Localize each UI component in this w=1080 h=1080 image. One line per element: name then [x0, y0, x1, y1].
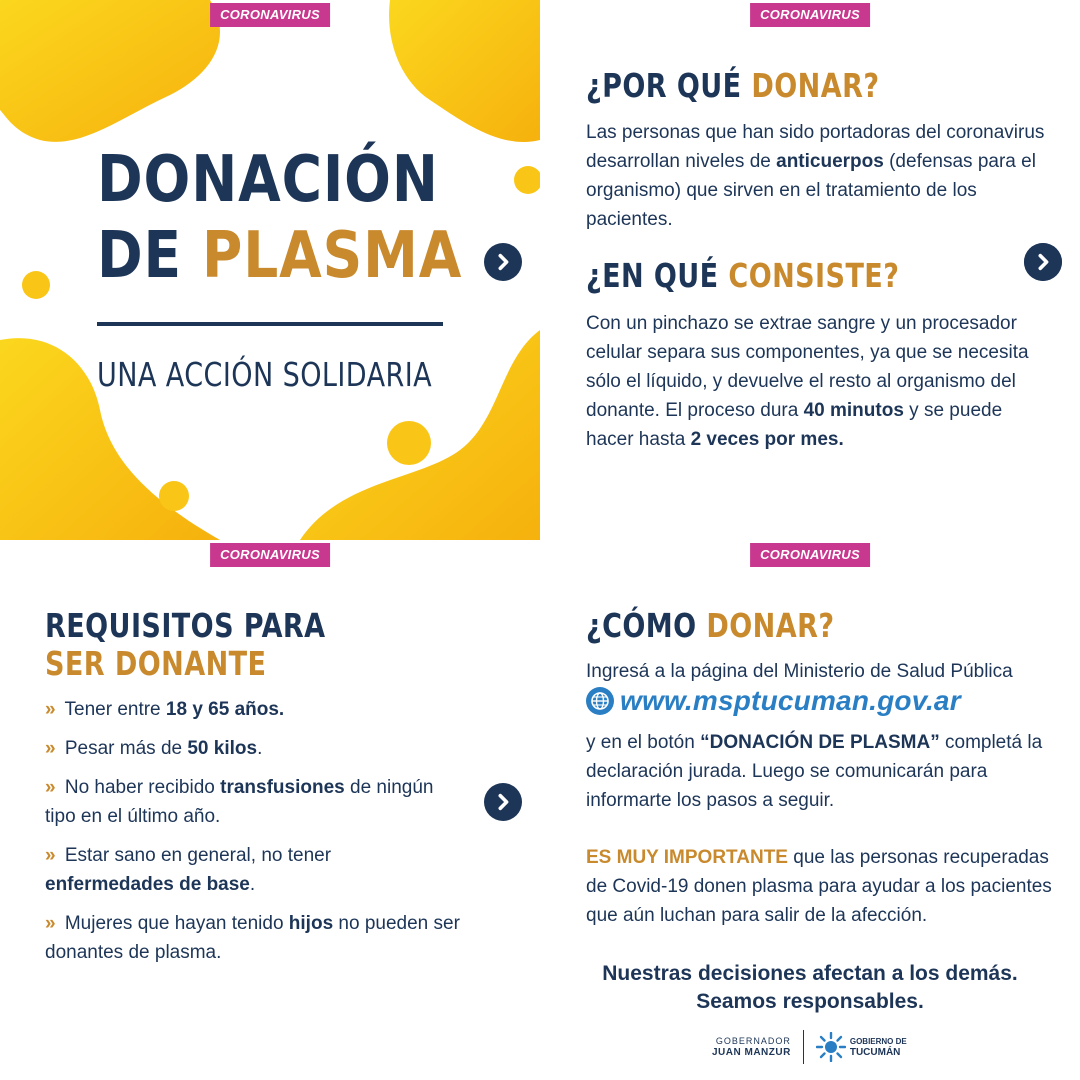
text-bold: 50 kilos	[187, 738, 258, 759]
sun-logo-icon	[816, 1032, 846, 1062]
coronavirus-tag: CORONAVIRUS	[210, 3, 330, 27]
paragraph-consiste	[586, 309, 1051, 454]
heading-requisitos-line-1: REQUISITOS PARA	[45, 606, 326, 645]
heading-prefix: ¿POR QUÉ	[586, 66, 752, 105]
heading-accent: DONAR?	[706, 606, 835, 645]
text-bold: 18 y 65 años.	[165, 699, 285, 720]
panel-donacion-plasma	[0, 0, 540, 540]
title-line-1: DONACIÓN	[97, 143, 439, 217]
coronavirus-tag: CORONAVIRUS	[210, 543, 330, 567]
text-segment: Estar sano en general, no tener	[59, 845, 332, 866]
bullet-icon: »	[45, 845, 56, 866]
intro-text: Ingresá a la página del Ministerio de Salud Pública	[586, 661, 1013, 682]
text-segment: Pesar más de	[59, 738, 188, 759]
paragraph-instructions	[586, 728, 1056, 815]
panel-por-que-donar	[540, 0, 1080, 540]
next-button-panel-2[interactable]	[1024, 243, 1062, 281]
text-bold: anticuerpos	[776, 151, 884, 172]
website-url[interactable]: www.msptucuman.gov.ar	[620, 685, 961, 716]
text-bold: hijos	[288, 913, 334, 934]
text-segment: Con un pinchazo se extrae sangre y un procesador celular separa sus componentes, ya que se necesita sólo el líquido, y devuelve el resto al organismo del donante. El proceso dura	[586, 313, 1029, 421]
list-item	[45, 841, 465, 899]
paragraph-importante	[586, 843, 1056, 930]
text-bold: 40 minutos	[803, 400, 904, 421]
footer-logos	[712, 1030, 907, 1064]
logo-text-small: GOBIERNO DE	[849, 1037, 907, 1046]
text-bold: 2 veces por mes.	[690, 429, 844, 450]
text-segment: y se puede hacer hasta	[586, 400, 1003, 450]
title-divider	[97, 322, 443, 326]
heading-como-donar	[586, 606, 834, 646]
chevron-right-icon	[1034, 253, 1052, 271]
bullet-icon: »	[45, 913, 56, 934]
heading-por-que-donar	[586, 66, 879, 106]
heading-en-que-consiste	[586, 256, 899, 296]
main-title	[97, 142, 463, 294]
text-segment: No haber recibido	[59, 777, 221, 798]
text-segment: Tener entre	[59, 699, 166, 720]
governor-signature	[712, 1036, 791, 1059]
divider	[803, 1030, 804, 1064]
heading-accent: CONSISTE?	[728, 256, 900, 295]
chevron-right-icon	[494, 793, 512, 811]
bullet-icon: »	[45, 777, 56, 798]
governor-label: GOBERNADOR	[715, 1035, 791, 1046]
slogan-line-1: Nuestras decisiones afectan a los demás.	[602, 962, 1018, 985]
logo-text-big: TUCUMÁN	[849, 1047, 901, 1058]
text-bold: transfusiones	[220, 777, 345, 798]
title-line-2-accent: PLASMA	[202, 219, 463, 293]
text-segment: completá la declaración jurada. Luego se comunicarán para informarte los pasos a seguir.	[586, 732, 1043, 811]
list-item	[45, 734, 465, 763]
text-bold: enfermedades de base	[45, 874, 250, 895]
text-segment: .	[257, 738, 263, 759]
heading-requisitos-line-2: SER DONANTE	[45, 644, 267, 683]
title-line-2-prefix: DE	[97, 219, 203, 293]
requirements-list	[45, 695, 465, 977]
slogan-line-2: Seamos responsables.	[696, 990, 924, 1013]
heading-prefix: ¿CÓMO	[586, 606, 707, 645]
subtitle: UNA ACCIÓN SOLIDARIA	[97, 355, 433, 394]
coronavirus-tag: CORONAVIRUS	[750, 3, 870, 27]
text-segment: que las personas recuperadas de Covid-19 donen plasma para ayudar a los pacientes que aún luchan para salir de la afección.	[586, 847, 1052, 926]
heading-accent: DONAR?	[751, 66, 880, 105]
bullet-icon: »	[45, 738, 56, 759]
list-item	[45, 695, 465, 724]
text-segment: .	[249, 874, 256, 895]
list-item	[45, 773, 465, 831]
website-link[interactable]	[586, 685, 961, 717]
text-segment: Mujeres que hayan tenido	[59, 913, 289, 934]
text-emphasis: ES MUY IMPORTANTE	[586, 847, 788, 868]
list-item	[45, 909, 465, 967]
chevron-right-icon	[494, 253, 512, 271]
paragraph-por-que	[586, 118, 1046, 234]
gobierno-tucuman-logo	[816, 1032, 907, 1062]
slogan	[560, 960, 1060, 1016]
text-segment: y en el botón	[586, 732, 701, 753]
next-button[interactable]	[484, 783, 522, 821]
heading-prefix: ¿EN QUÉ	[586, 256, 729, 295]
logo-text	[850, 1036, 907, 1058]
next-button[interactable]	[484, 243, 522, 281]
governor-name: JUAN MANZUR	[712, 1046, 791, 1058]
text-segment: Las personas que han sido portadoras del coronavirus desarrollan niveles de	[586, 122, 1045, 172]
text-segment: no pueden ser donantes de plasma.	[45, 913, 460, 963]
globe-icon	[586, 687, 614, 715]
coronavirus-tag: CORONAVIRUS	[750, 543, 870, 567]
text-segment: (defensas para el organismo) que sirven en el tratamiento de los pacientes.	[586, 151, 1036, 230]
title-line-2	[97, 218, 463, 294]
text-segment: de ningún tipo en el último año.	[45, 777, 434, 827]
text-bold: “DONACIÓN DE PLASMA”	[700, 732, 940, 753]
bullet-icon: »	[45, 699, 56, 720]
